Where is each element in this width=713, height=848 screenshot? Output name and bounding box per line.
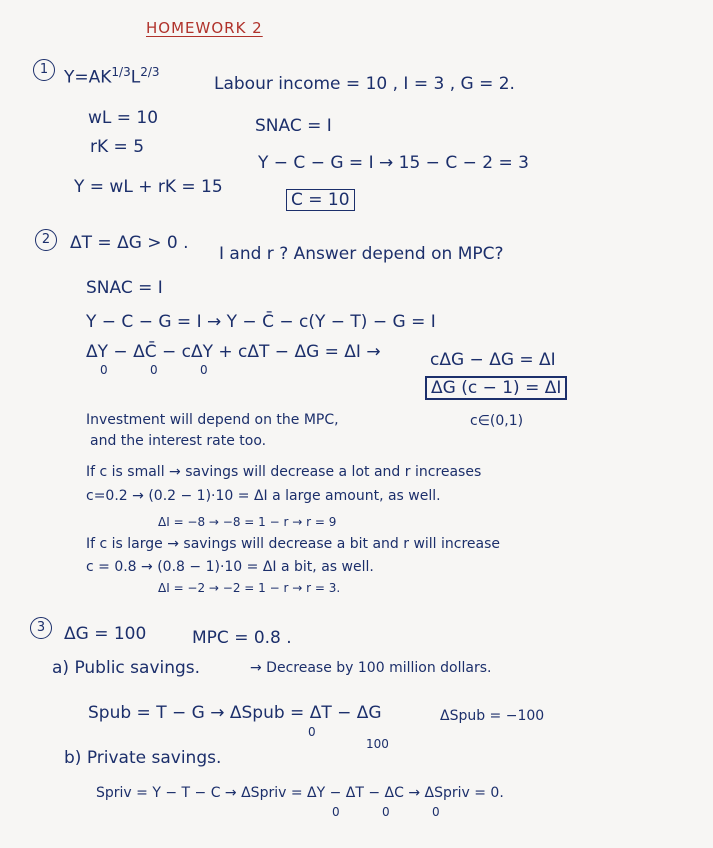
q2-conclusion-1: Investment will depend on the MPC,: [86, 412, 339, 428]
q3a-zero: 0: [308, 725, 316, 739]
labor-income-eq: wL = 10: [88, 108, 159, 128]
q3b-zero-1: 0: [332, 805, 340, 819]
q2-premise: ΔT = ΔG > 0 .: [70, 233, 189, 253]
q3a-result: ΔSpub = −100: [440, 708, 545, 724]
question-3-number: 3: [30, 617, 52, 639]
q2-expanded-eq: Y − C − G = I → Y − C̄ − c(Y − T) − G = I: [86, 312, 436, 332]
q2-boxed-result: ΔG (c − 1) = ΔI: [425, 376, 567, 400]
labor-symbol: L: [130, 67, 141, 88]
question-2-number: 2: [35, 229, 57, 251]
q2-delta-eq: ΔY − ΔC̄ − cΔY + cΔT − ΔG = ΔI →: [86, 342, 381, 362]
q2-small-c-text: If c is small → savings will decrease a lot and r increases: [86, 464, 482, 480]
q2-zero-2: 0: [150, 363, 158, 377]
question-1-number: 1: [33, 59, 55, 81]
output-sum-eq: Y = wL + rK = 15: [74, 177, 223, 197]
q3a-equation: Spub = T − G → ΔSpub = ΔT − ΔG: [88, 703, 382, 723]
q1-budget-eq: Y − C − G = I → 15 − C − 2 = 3: [258, 153, 529, 173]
q3a-hundred: 100: [366, 737, 389, 751]
production-function: [64, 62, 160, 88]
q2-question: I and r ? Answer depend on MPC?: [219, 244, 504, 264]
q1-snac-eq: SNAC = I: [255, 116, 332, 136]
q2-simplified-eq: cΔG − ΔG = ΔI: [430, 350, 556, 370]
q2-small-c-calc: c=0.2 → (0.2 − 1)·10 = ΔI a large amount, as well.: [86, 488, 441, 504]
q2-zero-3: 0: [200, 363, 208, 377]
page-title: HOMEWORK 2: [146, 19, 263, 37]
q2-large-c-calc: c = 0.8 → (0.8 − 1)·10 = ΔI a bit, as well.: [86, 559, 374, 575]
production-function-base: Y=AK: [64, 67, 112, 88]
q3b-zero-2: 0: [382, 805, 390, 819]
q2-large-c-text: If c is large → savings will decrease a bit and r will increase: [86, 536, 501, 552]
q3a-label: a) Public savings.: [52, 658, 201, 678]
q2-large-c-result: ΔI = −2 → −2 = 1 − r → r = 3.: [158, 581, 341, 595]
q2-conclusion-2: and the interest rate too.: [90, 433, 267, 449]
q3-given: ΔG = 100: [64, 624, 147, 644]
q2-snac-eq: SNAC = I: [86, 278, 163, 298]
labor-exponent: 2/3: [140, 65, 160, 79]
mpc-range: c∈(0,1): [470, 413, 524, 429]
q3b-equation: Spriv = Y − T − C → ΔSpriv = ΔY − ΔT − ΔC → ΔSpriv = 0.: [96, 785, 504, 801]
q3-mpc: MPC = 0.8 .: [192, 628, 292, 648]
q1-given-values: Labour income = 10 , I = 3 , G = 2.: [214, 74, 515, 94]
q2-small-c-result: ΔI = −8 → −8 = 1 − r → r = 9: [158, 515, 337, 529]
q3b-label: b) Private savings.: [64, 748, 222, 768]
q2-zero-1: 0: [100, 363, 108, 377]
q1-result-box: C = 10: [286, 189, 355, 211]
capital-income-eq: rK = 5: [90, 137, 145, 157]
q3a-note: → Decrease by 100 million dollars.: [250, 660, 492, 676]
capital-exponent: 1/3: [111, 65, 131, 79]
q3b-zero-3: 0: [432, 805, 440, 819]
